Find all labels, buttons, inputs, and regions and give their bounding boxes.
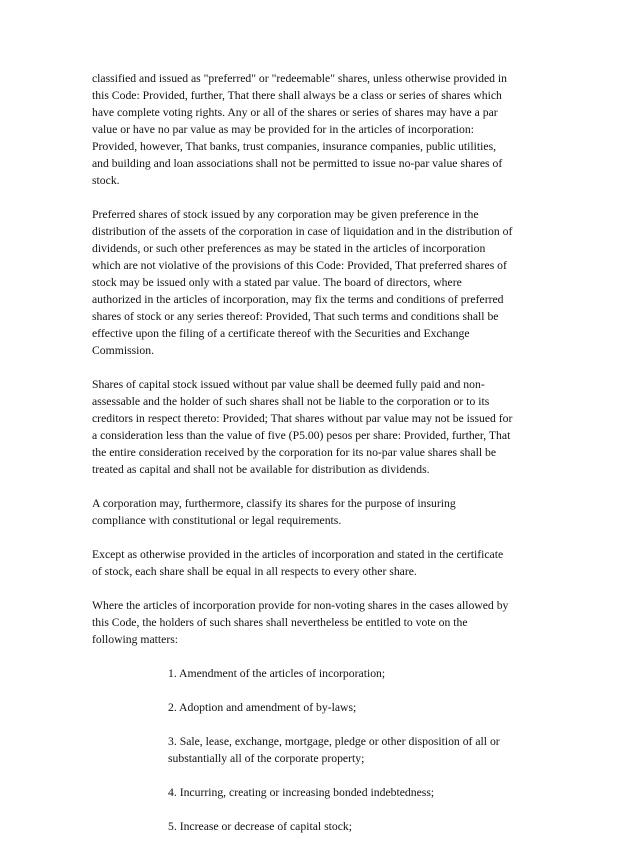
document-body: [92, 70, 552, 852]
list-item: 1. Amendment of the articles of incorporation;: [168, 667, 386, 680]
paragraph-no-par-shares: Shares of capital stock issued without par value shall be deemed fully paid and non- assessable and the holder of such shares shall not be liable to the corporation or to its creditors in respect thereto: Provided; That shares without par value may not be issued for a consideration less than the value of five (P5.00) pesos per share: Provided, further, That the entire consideration received by the corporation for its no-par value shares shall be treated as capital and shall not be available for distribution as dividends.: [92, 378, 513, 476]
paragraph-share-classification: classified and issued as "preferred" or "redeemable" shares, unless otherwise provided in this Code: Provided, further, That there shall always be a class or series of shares which have complete voting rights. Any or all of the shares or series of shares may have a par value or have no par value as may be provided for in the articles of incorporation: Provided, however, That banks, trust companies, insurance companies, public utilities, and building and loan associations shall not be permitted to issue no-par value shares of stock.: [92, 72, 508, 187]
list-item: 2. Adoption and amendment of by-laws;: [168, 701, 357, 714]
list-item: 3. Sale, lease, exchange, mortgage, pledge or other disposition of all or substantially all of the corporate property;: [168, 735, 500, 765]
paragraph-equal-shares: Except as otherwise provided in the articles of incorporation and stated in the certificate of stock, each share shall be equal in all respects to every other share.: [92, 548, 504, 578]
paragraph-preferred-shares: Preferred shares of stock issued by any corporation may be given preference in the distribution of the assets of the corporation in case of liquidation and in the distribution of dividends, or such other preferences as may be stated in the articles of incorporation which are not violative of the provisions of this Code: Provided, That preferred shares of stock may be issued only with a stated par value. The board of directors, where authorized in the articles of incorporation, may fix the terms and conditions of preferred shares of stock or any series thereof: Provided, That such terms and conditions shall be effective upon the filing of a certificate thereof with the Securities and Exchange Commission.: [92, 208, 513, 357]
voting-matters-list: [92, 665, 552, 835]
list-item: 4. Incurring, creating or increasing bonded indebtedness;: [168, 786, 435, 799]
paragraph-classify-shares: A corporation may, furthermore, classify its shares for the purpose of insuring compliance with constitutional or legal requirements.: [92, 497, 456, 527]
paragraph-non-voting-shares: Where the articles of incorporation provide for non-voting shares in the cases allowed by this Code, the holders of such shares shall nevertheless be entitled to vote on the following matters:: [92, 599, 509, 646]
list-item: 5. Increase or decrease of capital stock;: [168, 820, 352, 833]
